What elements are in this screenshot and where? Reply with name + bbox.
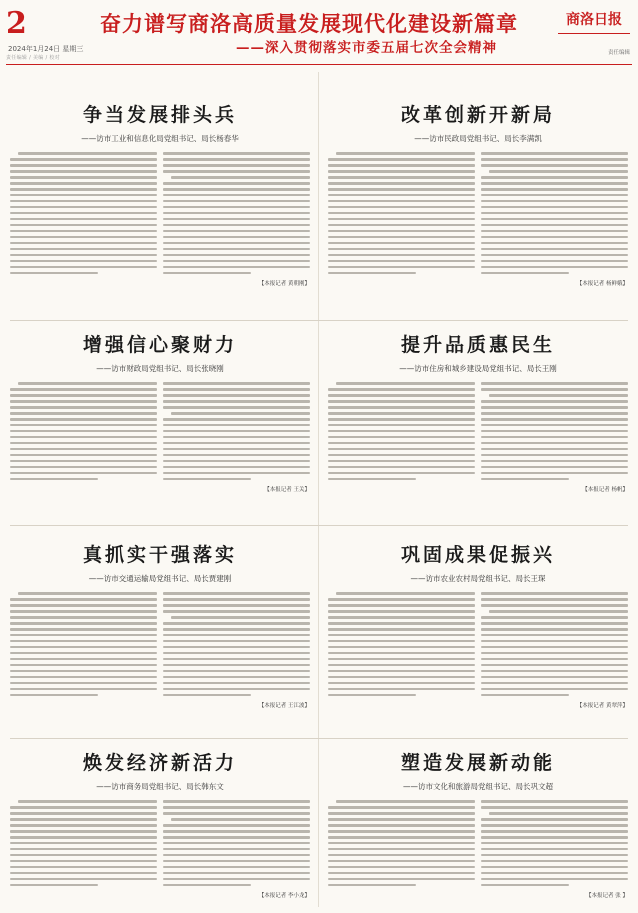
- article-body: [10, 382, 310, 484]
- page-number: 2: [6, 6, 27, 41]
- issue-date: 2024年1月24日 星期三: [8, 45, 84, 53]
- article-subtitle: ——访市商务局党组书记、局长韩东文: [96, 782, 224, 791]
- article-5: [10, 540, 310, 709]
- header-rule: [6, 64, 632, 65]
- article-2: [328, 100, 628, 287]
- article-byline: 【本报记者 张 】: [586, 892, 628, 899]
- page-header: [0, 0, 638, 64]
- article-byline: 【本报记者 杨帆】: [582, 486, 628, 493]
- article-byline: 【本报记者 王关】: [264, 486, 310, 493]
- article-title: 增强信心聚财力: [82, 334, 237, 356]
- row-divider: [10, 320, 628, 321]
- article-byline: 【本报记者 黄翠萍】: [576, 702, 628, 709]
- article-body: [10, 152, 310, 278]
- article-body: [328, 152, 628, 278]
- article-title: 提升品质惠民生: [400, 334, 555, 356]
- article-subtitle: ——访市工业和信息化局党组书记、局长杨春华: [81, 134, 239, 143]
- article-subtitle: ——访市文化和旅游局党组书记、局长巩文超: [403, 782, 553, 791]
- article-subtitle: ——访市交通运输局党组书记、局长贾建刚: [88, 574, 232, 583]
- article-byline: 【本报记者 杨鲜娥】: [576, 280, 628, 287]
- article-byline: 【本报记者 王江波】: [258, 702, 310, 709]
- article-1: [10, 100, 310, 287]
- article-title: 真抓实干强落实: [82, 544, 237, 566]
- editor-credit: 责任编辑: [607, 50, 630, 56]
- article-byline: 【本报记者 黄朝刚】: [258, 280, 310, 287]
- article-body: [328, 800, 628, 890]
- article-title: 争当发展排头兵: [82, 104, 237, 126]
- column-divider: [318, 72, 319, 907]
- page-headline: 奋力谱写商洛高质量发展现代化建设新篇章: [100, 11, 518, 36]
- article-4: [328, 330, 628, 493]
- article-body: [10, 592, 310, 700]
- article-title: 改革创新开新局: [400, 104, 555, 126]
- sub-nav: 责任编辑 / 美编 / 校对: [6, 55, 60, 61]
- article-8: [328, 748, 628, 899]
- article-byline: 【本报记者 李小龙】: [258, 892, 310, 899]
- article-subtitle: ——访市住房和城乡建设局党组书记、局长王刚: [399, 364, 557, 373]
- page-subheadline: ——深入贯彻落实市委五届七次全会精神: [236, 40, 497, 56]
- article-title: 巩固成果促振兴: [400, 544, 555, 566]
- article-body: [328, 382, 628, 484]
- article-7: [10, 748, 310, 899]
- article-title: 焕发经济新活力: [82, 752, 237, 774]
- article-6: [328, 540, 628, 709]
- article-3: [10, 330, 310, 493]
- article-body: [10, 800, 310, 890]
- article-body: [328, 592, 628, 700]
- row-divider: [10, 738, 628, 739]
- article-subtitle: ——访市财政局党组书记、局长张晓刚: [96, 364, 224, 373]
- article-title: 塑造发展新动能: [400, 752, 555, 774]
- newspaper-logo: 商洛日报: [558, 6, 630, 34]
- article-subtitle: ——访市民政局党组书记、局长李满凯: [414, 134, 542, 143]
- row-divider: [10, 525, 628, 526]
- article-subtitle: ——访市农业农村局党组书记、局长王琛: [410, 574, 546, 583]
